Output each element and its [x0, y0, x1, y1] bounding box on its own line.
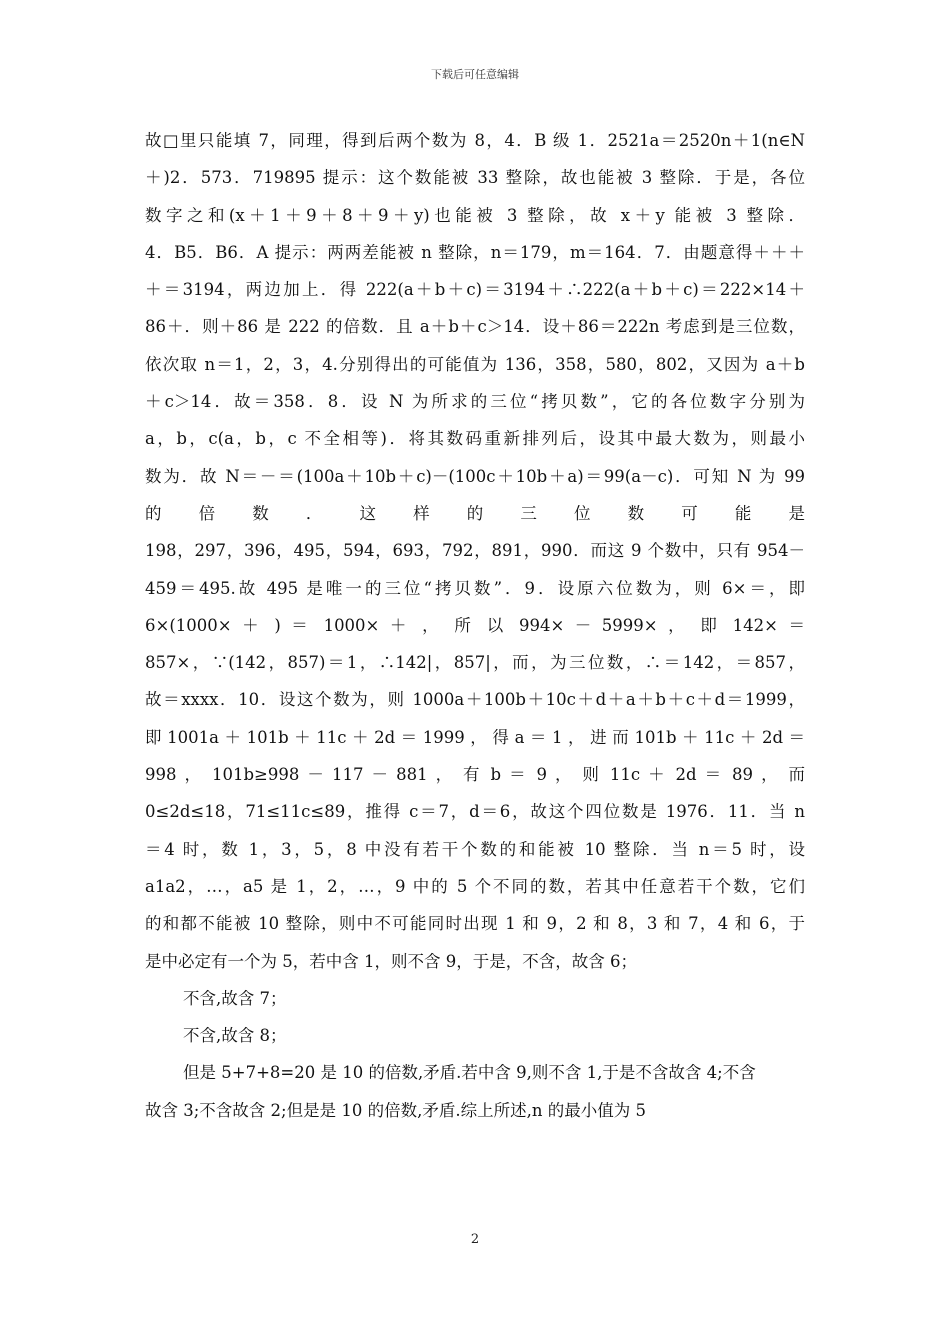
- text-line: a1a2，…，a5 是 1，2，…，9 中的 5 个不同的数，若其中任意若干个数，它们: [145, 876, 805, 896]
- text-line: 198，297，396，495，594，693，792，891，990．而这 9 个数中，只有 954－: [145, 541, 805, 561]
- text-line: 的 倍 数 ． 这 样 的 三 位 数 可 能 是: [145, 503, 805, 523]
- text-line: 不含,故含 7；: [183, 988, 287, 1008]
- text-line: ＋)2．573．719895 提示：这个数能被 33 整除，故也能被 3 整除．于是，各位: [145, 168, 805, 188]
- text-line: 故含 3;不含故含 2;但是是 10 的倍数,矛盾.综上所述,n 的最小值为 5: [145, 1100, 646, 1120]
- text-line: 数为．故 N＝－＝(100a＋10b＋c)－(100c＋10b＋a)＝99(a－c)．可知 N 为 99: [145, 466, 805, 486]
- text-line: 即 1001a ＋ 101b ＋ 11c ＋ 2d ＝ 1999 ， 得 a ＝ 1 ， 进 而 101b ＋ 11c ＋ 2d ＝: [145, 727, 805, 747]
- text-line: 459＝495.故 495 是唯一的三位“拷贝数”．9．设原六位数为，则 6×＝，即: [145, 578, 805, 598]
- text-line: 数字之和(x＋1＋9＋8＋9＋y)也能被 3 整除，故 x＋y 能被 3 整除．: [145, 205, 805, 225]
- text-line: 4．B5．B6．A 提示：两两差能被 n 整除，n＝179，m＝164．7．由题意得＋＋＋: [145, 242, 805, 262]
- text-line: 不含,故含 8；: [183, 1026, 287, 1046]
- text-line: ＝4 时，数 1，3，5，8 中没有若干个数的和能被 10 整除．当 n＝5 时，设: [145, 839, 805, 859]
- text-line: ＋c＞14．故＝358．8．设 N 为所求的三位“拷贝数”，它的各位数字分别为: [145, 392, 805, 412]
- page-number: 2: [470, 1232, 480, 1247]
- text-line: 6×(1000× ＋ ) ＝ 1000× ＋ ， 所 以 994× － 5999× ， 即 142× ＝: [145, 615, 805, 635]
- text-line: ＋＝3194，两边加上．得 222(a＋b＋c)＝3194＋∴222(a＋b＋c)＝222×14＋: [145, 280, 805, 300]
- text-line: 的和都不能被 10 整除，则中不可能同时出现 1 和 9，2 和 8，3 和 7，4 和 6，于: [145, 914, 805, 934]
- page-header: 下载后可任意编辑: [431, 68, 519, 81]
- text-line: 依次取 n＝1，2，3，4.分别得出的可能值为 136，358，580，802，又因为 a＋b: [145, 354, 805, 374]
- text-line: 但是 5+7+8=20 是 10 的倍数,矛盾.若中含 9,则不含 1,于是不含故含 4;不含: [183, 1063, 756, 1083]
- text-line: 是中必定有一个为 5，若中含 1，则不含 9，于是，不含，故含 6；: [145, 951, 637, 971]
- text-line: 0≤2d≤18，71≤11c≤89，推得 c＝7，d＝6，故这个四位数是 1976．11．当 n: [145, 802, 805, 822]
- text-line: 86＋．则＋86 是 222 的倍数．且 a＋b＋c＞14．设＋86＝222n 考虑到是三位数，: [145, 317, 805, 337]
- document-body: [145, 122, 805, 1129]
- text-line: 857×，∵(142，857)＝1，∴142|，857|，而，为三位数，∴＝142，＝857，: [145, 653, 805, 673]
- text-line: 故＝xxxx．10．设这个数为，则 1000a＋100b＋10c＋d＋a＋b＋c＋d＝1999，: [145, 690, 805, 710]
- text-line: 故□里只能填 7，同理，得到后两个数为 8，4．B 级 1．2521a＝2520n＋1(n∈N: [145, 131, 805, 150]
- text-line: 998 ， 101b≥998 － 117 － 881 ， 有 b ＝ 9 ， 则 11c ＋ 2d ＝ 89 ， 而: [145, 765, 805, 785]
- text-line: a，b，c(a，b，c 不全相等)．将其数码重新排列后，设其中最大数为，则最小: [145, 429, 805, 449]
